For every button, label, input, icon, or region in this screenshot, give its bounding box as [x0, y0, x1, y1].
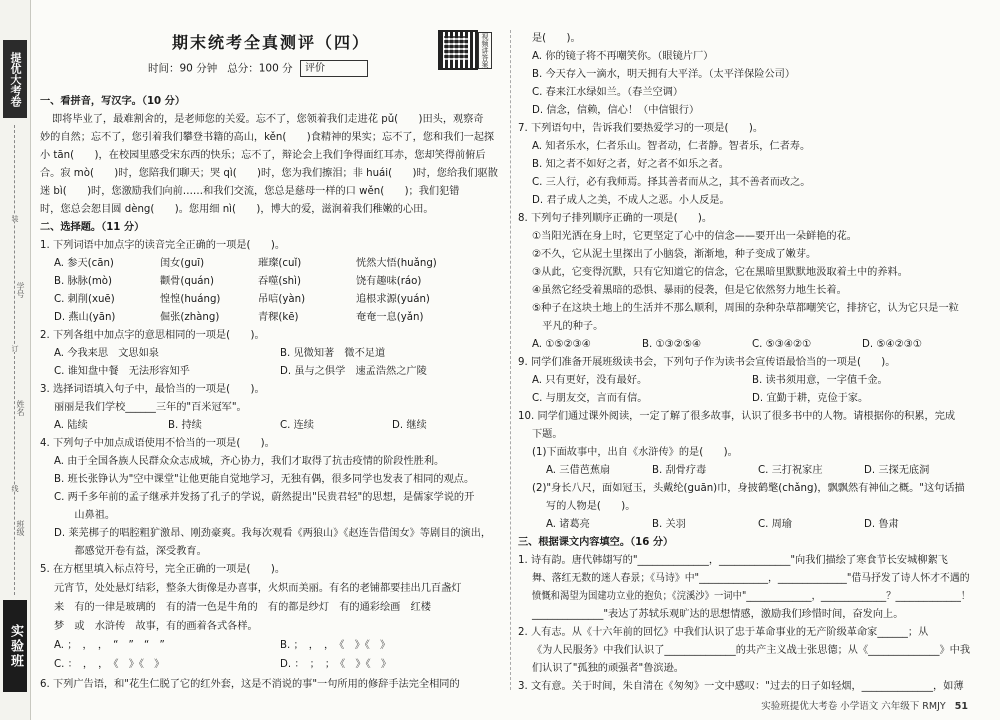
page-number: 51: [954, 701, 968, 712]
column-divider: [510, 30, 511, 690]
fill-line[interactable]: 3. 文有意。关于时间，朱自清在《匆匆》一文中感叹："过去的日子如轻烟，______________，如薄: [518, 681, 964, 692]
option[interactable]: D. 继续: [392, 420, 427, 431]
option[interactable]: A. 你的镜子将不再嘲笑你。（眼镜片厂）: [532, 51, 714, 62]
question-stem: 9. 同学们准备开展班级读书会，下列句子作为读书会宣传语最恰当的一项是( )。: [518, 357, 896, 368]
option[interactable]: C. ⑤③④②①: [752, 339, 812, 350]
option[interactable]: D. 莱芜梆子的唱腔粗犷激昂、刚劲豪爽。我每次观看《两狼山》《赵连告借闺女》等剧目的演出，: [54, 528, 492, 539]
option: 追根求源(yuán): [356, 294, 430, 305]
passage-line: 即将毕业了，最难割舍的，是老师您的关爱。忘不了，您领着我们走进花 pǔ( )田头，观察奇: [52, 114, 484, 125]
sub-question: (2)"身长八尺，面如冠玉，头戴纶(guān)巾，身披鹤氅(chǎng)，飘飘然有神仙之概。"这句话描: [532, 483, 965, 494]
option[interactable]: A. 由于全国各族人民群众众志成城，齐心协力，我们才取得了抗击疫情的阶段性胜利。: [54, 456, 445, 467]
passage-line: 合。寂 mò( )时，您陪我们聊天；哭 qì( )时，您为我们擦泪；非 huái( )时，您给我们驱散: [40, 168, 498, 179]
option[interactable]: B. 持续: [168, 420, 202, 431]
cut-mark: 订: [8, 345, 20, 352]
time-limit: 时间：90 分钟: [148, 62, 218, 75]
option-continuation: 都感觉开卷有益，深受教育。: [54, 546, 207, 557]
option: 惶惶(huáng): [160, 294, 221, 305]
passage-line: 迷 bì( )时，您激励我们向前……和我们交流，您总是慈母一样的口 wěn( )；我们犯错: [40, 186, 460, 197]
option[interactable]: B. 读书须用意，一字值千金。: [752, 375, 888, 386]
option: 吊唁(yàn): [258, 294, 306, 305]
footer-text: 实验班提优大考卷 小学语文 六年级下 RMJY: [761, 701, 946, 712]
score-box[interactable]: [300, 60, 368, 77]
passage-line: 元宵节，处处悬灯结彩，整条大街像是办喜事，火炽而美丽。有名的老铺都要挂出几百盏灯: [54, 583, 462, 594]
sub-question: (1)下面故事中，出自《水浒传》的是( )。: [532, 447, 738, 458]
score-label: 评价: [304, 63, 325, 74]
option[interactable]: D. ⑤④②③①: [862, 339, 922, 350]
passage-line: 梦 或 水浒传 故事，有的画着各式各样。: [54, 621, 258, 632]
qr-label: 视频讲答案: [478, 32, 492, 69]
question-stem: 5. 在方框里填入标点符号，完全正确的一项是( )。: [40, 564, 286, 575]
option: 奄奄一息(yǎn): [356, 312, 424, 323]
option: 闺女(guī): [160, 258, 205, 269]
fill-line[interactable]: 1. 诗有韵。唐代韩翃写的"______________，______________"向我们描绘了寒食节长安城柳絮飞: [518, 555, 948, 566]
question-stem: 8. 下列句子排列顺序正确的一项是( )。: [518, 213, 713, 224]
option[interactable]: C. ： ， ， 《 》《 》: [54, 659, 165, 670]
sentence-item: ③从此，它变得沉默，只有它知道它的信念，它在黑暗里默默地汲取着土中的养料。: [532, 267, 908, 278]
question-stem: 2. 下列各组中加点字的意思相同的一项是( )。: [40, 330, 265, 341]
option[interactable]: A. 三借芭蕉扇: [546, 465, 611, 476]
question-sentence: 丽丽是我们学校______三年的"百米冠军"。: [54, 402, 247, 413]
option[interactable]: B. 今天存入一滴水，明天拥有大平洋。（太平洋保险公司）: [532, 69, 796, 80]
option[interactable]: B. ①③②⑤④: [642, 339, 702, 350]
option[interactable]: A. ①⑤②③④: [532, 339, 591, 350]
option[interactable]: D. 虽与之俱学 速孟浩然之广陵: [280, 366, 427, 377]
option[interactable]: B. 见微知著 微不足道: [280, 348, 386, 359]
option[interactable]: C. 两千多年前的孟子继承并发扬了孔子的学说，蔚然提出"民贵君轻"的思想，是儒家学说的开: [54, 492, 475, 503]
passage-line: 小 tān( )，在校园里感受宋东西的快乐；忘不了，辩论会上我们争得面红耳赤，您却笑得前俯后: [40, 150, 486, 161]
name-field[interactable]: 姓名: [16, 400, 25, 416]
option[interactable]: A. 今我来思 文思如泉: [54, 348, 159, 359]
option[interactable]: D. 鲁肃: [864, 519, 899, 530]
option[interactable]: C. 三人行，必有我师焉。择其善者而从之，其不善者而改之。: [532, 177, 811, 188]
option: 饶有趣味(ráo): [356, 276, 422, 287]
section-heading: 三、根据课文内容填空。（16 分）: [518, 537, 674, 548]
total-score: 总分：100 分: [227, 62, 293, 75]
qr-code-icon[interactable]: [438, 30, 478, 70]
section-heading: 一、看拼音，写汉字。（10 分）: [40, 96, 186, 107]
binding-strip: [0, 0, 31, 720]
option[interactable]: A. 陆续: [54, 420, 88, 431]
page-title: 期末统考全真测评（四）: [172, 33, 371, 52]
page-footer: [761, 698, 968, 712]
brand-logo-bottom: 实验班: [3, 600, 27, 692]
question-stem: 4. 下列句子中加点成语使用不恰当的一项是( )。: [40, 438, 275, 449]
question-stem: 7. 下列语句中，告诉我们要热爱学习的一项是( )。: [518, 123, 764, 134]
option: 吞噬(shì): [258, 276, 301, 287]
question-stem: 10. 同学们通过课外阅读，一定了解了很多故事，认识了很多书中的人物。请根据你的积累，完成: [518, 411, 956, 422]
fill-line[interactable]: 2. 人有志。从《十六年前的回忆》中我们认识了忠于革命事业的无产阶级革命家______；从: [518, 627, 929, 638]
option[interactable]: A. ； ， ， “ ” “ ”: [54, 640, 165, 651]
option[interactable]: B. 刮骨疗毒: [652, 465, 707, 476]
question-continuation: 下题。: [532, 429, 563, 440]
brand-logo-top: 提优大考卷: [3, 40, 27, 118]
option[interactable]: D. 君子成人之美，不成人之恶。小人反是。: [532, 195, 730, 206]
question-stem: 6. 下列广告语，和"花生仁脱了它的红外套，这是不消说的事"一句所用的修辞手法完全相同的: [40, 679, 460, 690]
sentence-item: 平凡的种子。: [532, 321, 604, 332]
sentence-item: ②不久，它从泥土里探出了小脑袋，渐渐地，种子变成了嫩芽。: [532, 249, 817, 260]
option[interactable]: C. 与朋友交，言而有信。: [532, 393, 648, 404]
option[interactable]: C. 三打祝家庄: [758, 465, 823, 476]
cut-mark: 装: [8, 215, 20, 222]
fill-line: 们认识了"孤独的顽强者"鲁滨逊。: [532, 663, 684, 674]
option-continuation: 山鼻祖。: [54, 510, 116, 521]
passage-line: 来 有的一律是玻璃的 有的清一色是牛角的 有的都是纱灯 有的通彩绘画 红楼: [54, 602, 431, 613]
fill-line[interactable]: ______________"表达了苏轼乐观旷达的思想情感，激励我们珍惜时间，奋发向上。: [532, 609, 904, 620]
question-continuation: 是( )。: [532, 33, 581, 44]
student-id-field[interactable]: 学号: [16, 282, 25, 298]
fill-line[interactable]: 舞、落红无数的迷人春景；《马诗》中"______________，______________"借马抒发了诗人怀才不遇的: [532, 573, 970, 584]
option[interactable]: A. 诸葛亮: [546, 519, 590, 530]
option[interactable]: A. 参天(cān): [54, 258, 114, 269]
option[interactable]: C. 谁知盘中餐 无法形容知乎: [54, 366, 190, 377]
option: 倔张(zhàng): [160, 312, 220, 323]
option[interactable]: D. ： ； ； 《 》《 》: [280, 659, 392, 670]
option[interactable]: C. 刺削(xuē): [54, 294, 115, 305]
option[interactable]: B. 班长张铮认为"空中课堂"让他更能自觉地学习，无独有偶，很多同学也发表了相同的观点。: [54, 474, 475, 485]
option: 青稞(kē): [258, 312, 299, 323]
sentence-item: ⑤种子在这块土地上的生活并不那么顺利，周围的杂种杂草都嘲笑它，排挤它，认为它只是一粒: [532, 303, 959, 314]
option[interactable]: A. 只有更好，没有最好。: [532, 375, 648, 386]
option: 恍然大悟(huǎng): [356, 258, 437, 269]
option[interactable]: C. 春来江水绿如兰。（春兰空调）: [532, 87, 684, 98]
passage-line: 时，您总会恕目圆 dèng( )。您用细 nì( )，博大的爱，滋润着我们稚嫩的心田。: [40, 204, 434, 215]
option[interactable]: C. 连续: [280, 420, 314, 431]
exam-info: [148, 60, 368, 77]
option[interactable]: D. 燕山(yān): [54, 312, 116, 323]
option[interactable]: B. ； ， ， 《 》《 》: [280, 640, 391, 651]
fill-line[interactable]: 《为人民服务》中我们认识了______________的共产主义战士张思德；从《______________》中我: [532, 645, 971, 656]
option: 颧骨(quán): [160, 276, 214, 287]
sentence-item: ④虽然它经受着黑暗的恐惧、暴雨的侵袭，但是它依然努力地生长着。: [532, 285, 847, 296]
sentence-item: ①当阳光洒在身上时，它更坚定了心中的信念——要开出一朵鲜艳的花。: [532, 231, 857, 242]
option[interactable]: B. 关羽: [652, 519, 686, 530]
option[interactable]: D. 三探无底洞: [864, 465, 930, 476]
question-stem: 3. 选择词语填入句子中，最恰当的一项是( )。: [40, 384, 265, 395]
option[interactable]: D. 宜勤于耕，克俭于家。: [752, 393, 869, 404]
option[interactable]: C. 周瑜: [758, 519, 792, 530]
option[interactable]: A. 知者乐水，仁者乐山。智者动，仁者静。智者乐，仁者寿。: [532, 141, 811, 152]
passage-line: 妙的自然；忘不了，您引着我们攀登书籍的高山，kěn( )食精神的果实；忘不了，您和我们一起探: [40, 132, 495, 143]
class-field[interactable]: 班级: [16, 520, 25, 536]
option[interactable]: B. 脉脉(mò): [54, 276, 112, 287]
sub-question-continuation: 写的人物是( )。: [546, 501, 636, 512]
fill-line[interactable]: 愤慨和渴望为国建功立业的抱负；《浣溪沙》一词中"______________，______________？______________！: [532, 591, 971, 602]
option[interactable]: D. 信念，信赖，信心！（中信银行）: [532, 105, 700, 116]
option[interactable]: B. 知之者不如好之者，好之者不如乐之者。: [532, 159, 729, 170]
option: 璀璨(cuǐ): [258, 258, 302, 269]
question-stem: 1. 下列词语中加点字的读音完全正确的一项是( )。: [40, 240, 286, 251]
cut-mark: 线: [8, 485, 20, 492]
section-heading: 二、选择题。（11 分）: [40, 222, 145, 233]
